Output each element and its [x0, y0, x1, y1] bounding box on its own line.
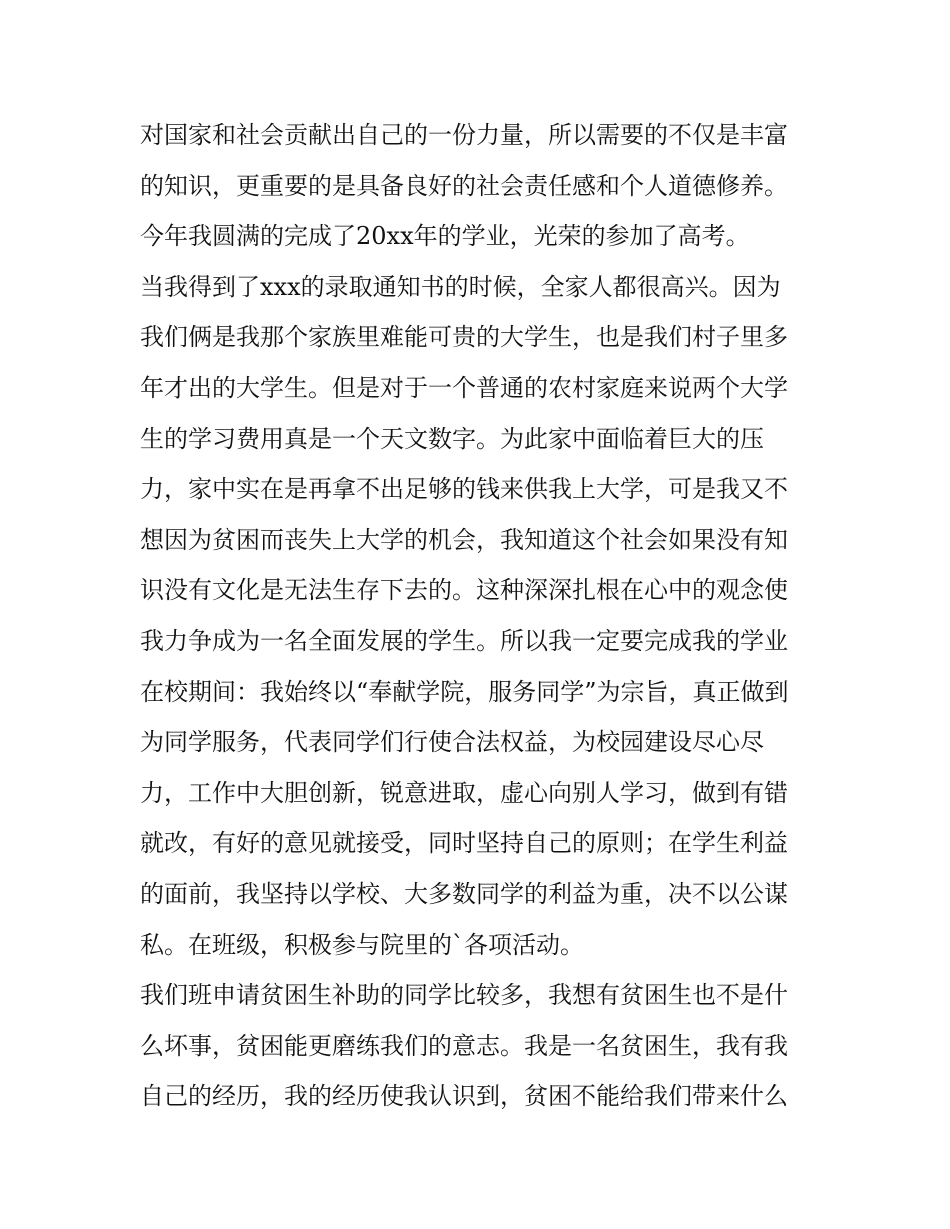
text-line: 自己的经历，我的经历使我认识到，贫困不能给我们带来什么: [140, 1082, 788, 1111]
text-line: 么坏事，贫困能更磨练我们的意志。我是一名贫困生，我有我: [140, 1031, 788, 1060]
text-line: 我力争成为一名全面发展的学生。所以我一定要完成我的学业: [140, 626, 788, 655]
text-line: 我们班申请贫困生补助的同学比较多，我想有贫困生也不是什: [140, 981, 788, 1010]
text-line: 生的学习费用真是一个天文数字。为此家中面临着巨大的压: [140, 424, 764, 453]
text-line: 对国家和社会贡献出自己的一份力量，所以需要的不仅是丰富: [140, 121, 788, 149]
text-line: 力，工作中大胆创新，锐意进取，虚心向别人学习，做到有错: [140, 778, 788, 807]
text-line: 识没有文化是无法生存下去的。这种深深扎根在心中的观念使: [140, 576, 788, 605]
text-line: 的面前，我坚持以学校、大多数同学的利益为重，决不以公谋: [140, 879, 788, 908]
text-line: 今年我圆满的完成了20xx年的学业，光荣的参加了高考。: [140, 222, 750, 251]
text-line: 力，家中实在是再拿不出足够的钱来供我上大学，可是我又不: [140, 475, 788, 504]
body-text: [140, 110, 820, 1122]
text-line: 当我得到了xxx的录取通知书的时候，全家人都很高兴。因为: [140, 272, 781, 301]
text-line: 想因为贫困而丧失上大学的机会，我知道这个社会如果没有知: [140, 525, 788, 554]
text-line: 私。在班级，积极参与院里的`各项活动。: [140, 930, 584, 959]
text-line: 在校期间：我始终以“奉献学院，服务同学”为宗旨，真正做到: [140, 677, 789, 706]
text-line: 的知识，更重要的是具备良好的社会责任感和个人道德修养。: [140, 171, 788, 200]
text-line: 就改，有好的意见就接受，同时坚持自己的原则；在学生利益: [140, 829, 788, 858]
text-line: 年才出的大学生。但是对于一个普通的农村家庭来说两个大学: [140, 373, 788, 402]
text-line: 我们俩是我那个家族里难能可贵的大学生，也是我们村子里多: [140, 323, 788, 352]
text-line: 为同学服务，代表同学们行使合法权益，为校园建设尽心尽: [140, 728, 764, 757]
